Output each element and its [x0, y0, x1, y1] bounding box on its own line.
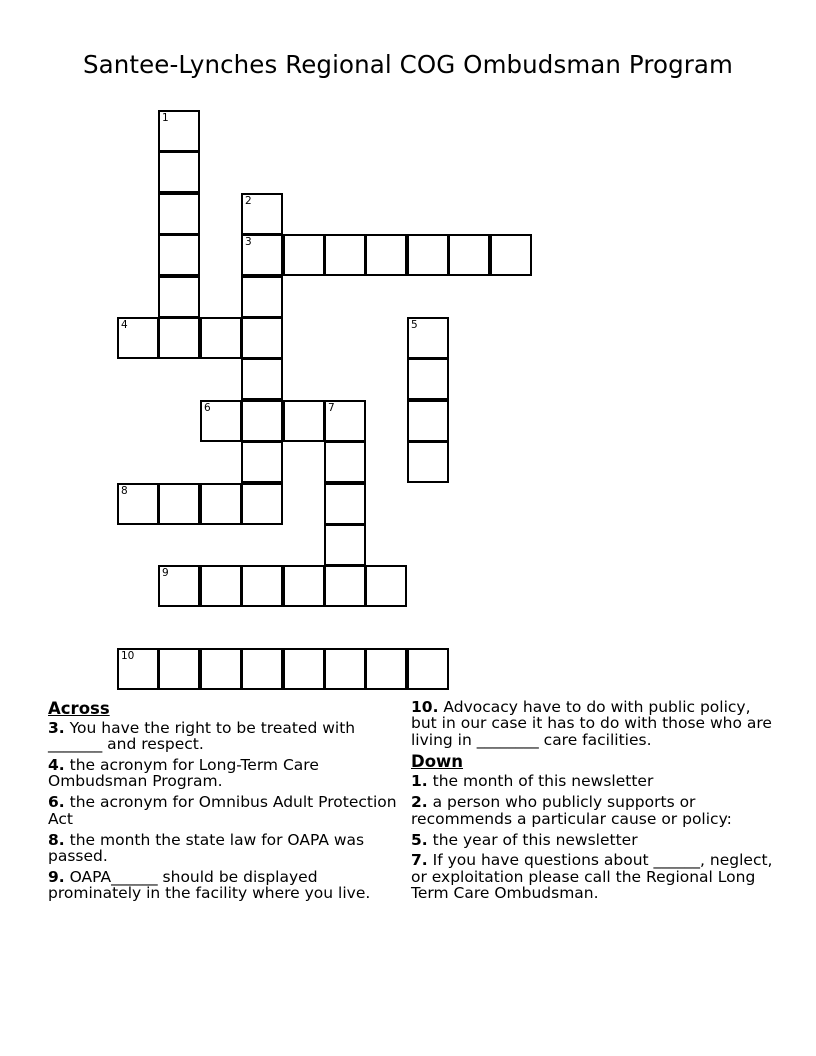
grid-cell[interactable] — [407, 234, 449, 276]
grid-cell[interactable] — [241, 317, 283, 359]
across-clue-3 — [48, 720, 410, 753]
clue-number-label: 6 — [204, 402, 211, 414]
grid-cell[interactable] — [241, 276, 283, 318]
clue-text: the month the state law for OAPA was passed. — [48, 830, 365, 865]
grid-cell[interactable] — [324, 524, 366, 566]
clue-number-label: 8 — [121, 485, 128, 497]
grid-cell[interactable] — [200, 400, 242, 442]
clue-text: the acronym for Long-Term Care Ombudsman Program. — [48, 756, 319, 791]
grid-cell[interactable] — [241, 358, 283, 400]
down-heading: Down — [411, 752, 464, 772]
grid-cell[interactable] — [324, 441, 366, 483]
grid-cell[interactable] — [158, 483, 200, 525]
grid-cell[interactable] — [200, 565, 242, 607]
grid-cell[interactable] — [241, 648, 283, 690]
grid-cell[interactable] — [407, 317, 449, 359]
clue-number: 4. — [48, 756, 65, 775]
clue-number-label: 3 — [245, 236, 252, 248]
grid-cell[interactable] — [158, 151, 200, 193]
clue-number-label: 5 — [411, 319, 418, 331]
grid-cell[interactable] — [365, 234, 407, 276]
clue-number: 7. — [411, 851, 428, 870]
clue-number-label: 7 — [328, 402, 335, 414]
across-heading: Across — [48, 699, 110, 718]
grid-cell[interactable] — [324, 565, 366, 607]
grid-cell[interactable] — [283, 400, 325, 442]
clue-text: a person who publicly supports or recommends a particular cause or policy: — [411, 793, 732, 828]
clue-number-label: 1 — [162, 112, 169, 124]
clue-text: the month of this newsletter — [432, 772, 654, 791]
across-clue-4 — [48, 757, 410, 790]
grid-cell[interactable] — [158, 648, 200, 690]
clue-number: 10. — [411, 698, 439, 716]
grid-cell[interactable] — [117, 317, 159, 359]
clue-text: the year of this newsletter — [432, 830, 638, 849]
grid-cell[interactable] — [407, 441, 449, 483]
across-clue-10 — [411, 699, 781, 748]
across-clue-8 — [48, 832, 410, 865]
grid-cell[interactable] — [324, 234, 366, 276]
clue-text: If you have questions about ______, neglect, or exploitation please call the Regional Long Term Care Ombudsman. — [411, 851, 773, 903]
grid-cell[interactable] — [158, 193, 200, 235]
down-clue-2 — [411, 794, 781, 827]
clue-number: 5. — [411, 830, 428, 849]
grid-cell[interactable] — [283, 234, 325, 276]
grid-cell[interactable] — [407, 358, 449, 400]
grid-cell[interactable] — [158, 110, 200, 152]
clue-number: 6. — [48, 793, 65, 812]
grid-cell[interactable] — [241, 565, 283, 607]
clue-number-label: 2 — [245, 195, 252, 207]
grid-cell[interactable] — [241, 193, 283, 235]
grid-cell[interactable] — [158, 234, 200, 276]
grid-cell[interactable] — [324, 648, 366, 690]
clue-text: the acronym for Omnibus Adult Protection Act — [48, 793, 397, 828]
down-clue-5 — [411, 832, 781, 848]
grid-cell[interactable] — [324, 483, 366, 525]
clues-left-column — [48, 699, 410, 906]
grid-cell[interactable] — [283, 565, 325, 607]
clues-right-column — [411, 699, 781, 906]
grid-cell[interactable] — [158, 276, 200, 318]
grid-cell[interactable] — [241, 234, 283, 276]
clue-text: You have the right to be treated with _______ and respect. — [48, 719, 356, 754]
grid-cell[interactable] — [283, 648, 325, 690]
clue-number-label: 9 — [162, 567, 169, 579]
clue-number: 3. — [48, 719, 65, 737]
clue-number: 2. — [411, 793, 428, 812]
grid-cell[interactable] — [365, 648, 407, 690]
page-title: Santee-Lynches Regional COG Ombudsman Program — [83, 50, 733, 79]
grid-cell[interactable] — [490, 234, 532, 276]
across-clue-6 — [48, 794, 410, 827]
grid-cell[interactable] — [365, 565, 407, 607]
grid-cell[interactable] — [158, 565, 200, 607]
grid-cell[interactable] — [241, 441, 283, 483]
grid-cell[interactable] — [407, 400, 449, 442]
grid-cell[interactable] — [117, 648, 159, 690]
grid-cell[interactable] — [200, 317, 242, 359]
grid-cell[interactable] — [200, 483, 242, 525]
grid-cell[interactable] — [117, 483, 159, 525]
down-clue-7 — [411, 852, 781, 901]
clue-number-label: 10 — [121, 650, 135, 662]
grid-cell[interactable] — [200, 648, 242, 690]
clue-number: 9. — [48, 867, 65, 886]
clue-number-label: 4 — [121, 319, 128, 331]
clue-number: 1. — [411, 772, 428, 791]
grid-cell[interactable] — [241, 483, 283, 525]
clue-text: OAPA______ should be displayed prominately in the facility where you live. — [48, 867, 371, 903]
down-clue-1 — [411, 773, 781, 789]
grid-cell[interactable] — [241, 400, 283, 442]
grid-cell[interactable] — [407, 648, 449, 690]
across-clue-9 — [48, 869, 410, 902]
grid-cell[interactable] — [324, 400, 366, 442]
grid-cell[interactable] — [448, 234, 490, 276]
grid-cell[interactable] — [158, 317, 200, 359]
clue-number: 8. — [48, 830, 65, 849]
clue-text: Advocacy have to do with public policy, but in our case it has to do with those who are living in ________ care facilities. — [411, 698, 772, 749]
